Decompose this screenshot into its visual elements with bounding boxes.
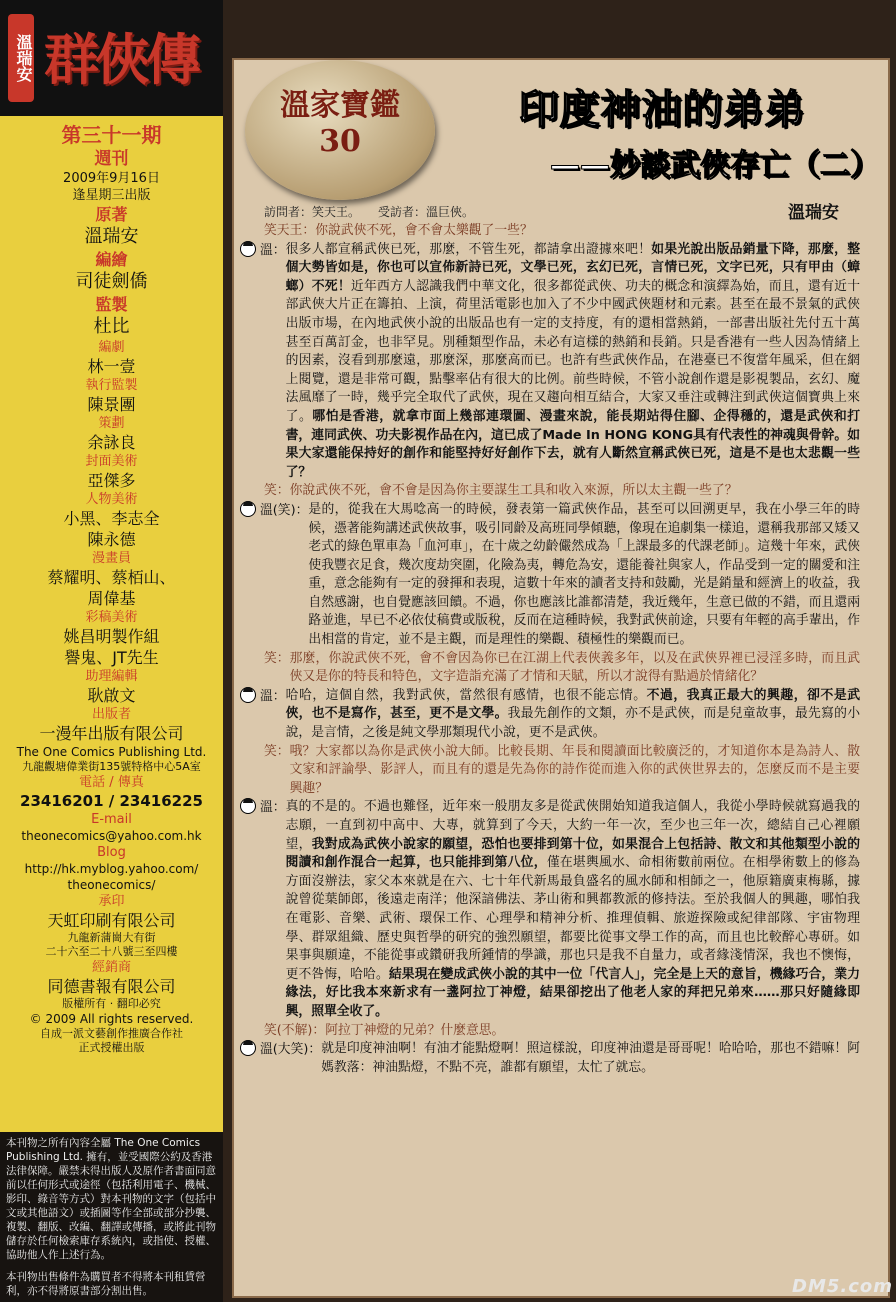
answer-5 xyxy=(240,1040,860,1077)
speaker-label: 笑： xyxy=(264,483,290,499)
speaker-label: 溫(大笑)： xyxy=(260,1042,322,1058)
printer-address-2: 二十六至二十八號三至四樓 xyxy=(45,945,178,958)
answer-text xyxy=(286,798,860,1021)
question-text: 你說武俠不死，會不會是因為你主要謀生工具和收入來源，所以太主觀一些了？ xyxy=(289,483,738,499)
publisher-name: 一漫年出版有限公司 xyxy=(39,724,184,743)
blog-label: Blog xyxy=(97,845,126,860)
interview-info: 訪問者：笑天王。 受訪者：溫巨俠。 xyxy=(264,205,475,219)
answer-text: 是的，從我在大馬唸高一的時候，發表第一篇武俠作品，甚至可以回溯更早，我在小學三年的時候，憑著能夠講述武俠故事，吸引同齡及高班同學傾聽，像現在追劇集一樣追，還稱我那部又矮又老式的綠色單車為「血河車」，在十歲之幼齡儼然成為「上課最多的代課老師」。這幾十年來，武俠使我豐衣足食，幾次度劫突圍，化險為夷，轉危為安，還能養社與家人，作品受到一定的關愛和注重，意念能夠有一定的發揮和表現，這數十年來的讀者支持和鼓勵，光是銷量和經濟上的收益，我自然感謝，也自覺應該回饋。不過，你也應該比誰都清楚，我近幾年，生意已做的不錯，而且還兩路並進，早已不必依仗稿費或版稅，反而在這種時候，我對武俠前途，只要有年輕的高手輩出，作出相當的肯定，並不是主觀，而是理性的樂觀、積極性的樂觀而已。 xyxy=(308,501,860,648)
answer-text-bold: 如果光說出版品銷量下降，那麼，整個大勢皆如是，你也可以宣佈新詩已死，文學已死，玄幻已死，言情已死，文字已死，只有甲由（蟑螂）不死！ xyxy=(285,241,861,294)
distributor-label: 經銷商 xyxy=(91,960,131,975)
authorized-by-2: 正式授權出版 xyxy=(78,1041,145,1054)
face-icon xyxy=(240,798,256,814)
name-writer: 林一壹 xyxy=(87,357,136,376)
issue-date: 2009年9月16日 xyxy=(63,171,160,186)
series-name: 溫家寶鑑30 xyxy=(280,88,400,159)
copyright-notice xyxy=(0,1132,223,1302)
masthead xyxy=(0,0,223,116)
answer-1 xyxy=(240,241,860,483)
role-original: 原著 xyxy=(95,205,128,224)
printer-label: 承印 xyxy=(98,894,125,909)
role-writer: 編劇 xyxy=(98,340,125,355)
name-character-art-2: 陳永德 xyxy=(87,530,136,549)
question-text: 哦？大家都以為你是武俠小說大師。比較長期、年長和閱讀面比較廣泛的，才知道你本是為詩人、散文家和評論學、影評人，而且有的還是先為你的詩作從而進入你的武俠世界去的，怎麼反而不是主要興趣？ xyxy=(289,743,860,796)
answer-text-plain-2: 僅在堪輿風水、命相術數前兩位。在相學術數上的修為方面沒辦法，家父本來就是在六、七十年代新馬最負盛名的風水師和相師之一，他原籍廣東梅縣，據說曾從葉師郎，後遠走南洋；他深諳佛法、茅山術和興都教派的修持法。至於我個人的興趣，哪怕我在電影、音樂、武術、環保工作、心理學和精神分析、推理偵輯、旅遊探險或紀律部隊、宇宙物理學、群眾組織、歷史與哲學的研究的強烈願望，都要比從事文學工作的高，而且也比較醉心專研。如果事與願違，不能從事或鑽研我所鍾情的學識，那也只是我不自量力，或者緣淺情深，我也不懊悔，更不咎悔，哈哈。 xyxy=(285,855,861,982)
name-artist: 司徒劍僑 xyxy=(75,271,148,292)
phone-number: 23416201 / 23416225 xyxy=(20,792,203,810)
article-title: 印度神油的弟弟 xyxy=(518,86,806,133)
name-producer: 杜比 xyxy=(93,316,130,337)
site-watermark: DM5.com xyxy=(792,1276,894,1297)
authorized-by-1: 自成一派文藝創作推廣合作社 xyxy=(40,1027,183,1040)
role-character-art: 人物美術 xyxy=(85,492,138,507)
name-comic-artists: 蔡耀明、蔡栢山、 xyxy=(47,568,176,587)
role-color-art: 彩稿美術 xyxy=(85,610,138,625)
blog-url-2: theonecomics/ xyxy=(67,878,156,892)
answer-text xyxy=(286,687,860,743)
name-planner: 余詠良 xyxy=(87,433,136,452)
face-icon xyxy=(240,687,256,703)
notice-paragraph-2: 本刊物出售條件為購買者不得將本刊租賃營利，亦不得將原書部分割出售。 xyxy=(6,1271,206,1297)
email-label: E-mail xyxy=(91,812,132,827)
speaker-label: 溫： xyxy=(260,242,286,258)
publisher-name-en: The One Comics Publishing Ltd. xyxy=(16,745,207,759)
question-text: 阿拉丁神燈的兄弟？什麼意思。 xyxy=(325,1022,505,1038)
question-4 xyxy=(240,743,860,799)
speaker-label: 笑(不解)： xyxy=(264,1022,326,1038)
face-icon xyxy=(240,501,256,517)
issue-number: 第三十一期 xyxy=(61,123,162,147)
phone-label: 電話 / 傳真 xyxy=(79,775,144,790)
answer-text-plain-2: 近年西方人認識我們中華文化，很多都從武俠、功夫的概念和演繹為始，而且，還有近十部武俠大片正在籌拍、上演，荷里活電影也加入了不少中國武俠題材和元素。甚至在最不景氣的武俠出版市場，在內地武俠小說的出版品也有一定的支持度，有的還相當熱銷，一部書出版社先付五十萬甚至百萬訂金，也非罕見。別種類型作品，未必有這樣的熱銷和長銷。只是香港有一些人因為情緒上的因素，沒看到那麼遠，那麼深，那麼高而已。也許有些武俠作品，在港臺已不復當年風采，但在網上閱覽，還是非常可觀，點擊率佔有很大的比例。前些時候，不管小說創作還是影視製品，玄幻、魔法風靡了一時，幾乎完全取代了武俠，現在又趨向相互結合，大家又垂注或轉注到武俠這個寶典上來了。 xyxy=(285,278,861,424)
masthead-badge: 溫瑞安 xyxy=(8,14,34,102)
role-planner: 策劃 xyxy=(98,416,125,431)
publisher-label: 出版者 xyxy=(91,707,131,722)
name-exec-producer: 陳景團 xyxy=(87,395,136,414)
answer-text-plain: 真的不是的。不過也難怪，近年來一般朋友多是從武俠開始知道我這個人，我從小學時候就寫過我的志願，一直到初中高中、大專，就算到了今天，大約一年一次，至少也三年一次，總結自己心裡願望， xyxy=(285,799,860,852)
answer-text-bold: 不過，我真正最大的興趣，卻不是武俠，也不是寫作，甚至，更不是文學。 xyxy=(285,687,861,722)
answer-text-bold-2: 哪怕是香港，就拿市面上幾部連環圖、漫畫來說，能長期站得住腳、企得穩的，還是武俠和打書，連同武俠、功夫影視作品在內，這已成了Made In HONG KONG具有代表性的神魂與骨幹。如果大家還能保持好的創作和能堅持好好創作下去，就有人斷然宣稱武俠已死，這是不是也太悲觀一些了？ xyxy=(285,408,861,480)
role-assistant-editor: 助理編輯 xyxy=(85,669,138,684)
answer-text-plain-2: 我最先創作的文類，亦不是武俠，而是兒童故事，最先寫的小說，是言情，之後是純文學那類現代小說，更不是武俠。 xyxy=(285,706,861,741)
copyright-line: © 2009 All rights reserved. xyxy=(29,1012,194,1026)
answer-text-plain: 哈哈，這個自然，我對武俠，當然很有感情，也很不能忘情。 xyxy=(285,687,647,703)
answer-text: 就是印度神油啊！有油才能點燈啊！照這樣說，印度神油還是哥哥呢！哈哈哈，那也不錯嘛！阿媽教落：神油點燈，不點不亮，誰都有願望，太忙了就忘。 xyxy=(321,1041,860,1075)
article-subtitle: ——妙談武俠存亡（二） xyxy=(550,148,880,183)
answer-text-bold: 我對成為武俠小說家的願望，恐怕也要排到第十位，如果混合上包括詩、散文和其他類型小說的閱讀和創作混合一起算，也只能排到第八位， xyxy=(285,836,861,871)
question-1 xyxy=(240,222,860,241)
speaker-label: 笑： xyxy=(264,650,290,666)
answer-4 xyxy=(240,798,860,1021)
answer-text xyxy=(286,241,860,483)
notice-paragraph-1: 本刊物之所有內容全屬 The One Comics Publishing Ltd. 擁有，並受國際公約及香港法律保障。嚴禁未得出版人及原作者書面同意前以任何形式或途徑（包括利用電子、機械、影印、錄音等方式）對本刊物的文字（包括中文或其他語文）或插圖等作全部或部分抄襲、複製、翻版、改編、翻譯或傳播，或將此刊物儲存於任何檢索庫存系統內，或指使、授權、協助他人作上述行為。 xyxy=(6,1137,216,1261)
masthead-title: 群俠傳 xyxy=(44,27,198,92)
speaker-label: 溫： xyxy=(260,688,286,704)
speaker-label: 笑天王： xyxy=(264,223,316,238)
printer-name: 天虹印刷有限公司 xyxy=(47,911,176,930)
role-comic-artists: 漫畫員 xyxy=(91,551,131,566)
printer-address-1: 九龍新蒲崗大有街 xyxy=(67,931,156,944)
speaker-label: 笑： xyxy=(264,743,290,759)
speaker-label: 溫(笑)： xyxy=(260,502,309,518)
answer-3 xyxy=(240,687,860,743)
publisher-address: 九龍觀塘偉業街135號特格中心5A室 xyxy=(22,760,201,773)
email-address: theonecomics@yahoo.com.hk xyxy=(21,829,202,843)
issue-frequency: 週刊 xyxy=(94,149,129,169)
distributor-name: 同德書報有限公司 xyxy=(47,977,176,996)
answer-2 xyxy=(240,501,860,650)
name-comic-artists-2: 周偉基 xyxy=(87,589,136,608)
role-producer: 監製 xyxy=(95,295,128,314)
name-assistant-editor: 耿啟文 xyxy=(87,686,136,705)
question-5 xyxy=(240,1022,860,1041)
speaker-label: 溫： xyxy=(260,800,286,816)
answer-text-plain: 很多人都宣稱武俠已死，那麼，不管生死，都請拿出證據來吧！ xyxy=(285,241,652,257)
question-2 xyxy=(240,482,860,501)
name-color-art: 姚昌明製作組 xyxy=(63,627,160,646)
credits-sidebar xyxy=(0,0,223,1302)
role-exec-producer: 執行監製 xyxy=(85,378,138,393)
role-cover-art: 封面美術 xyxy=(85,454,138,469)
question-3 xyxy=(240,650,860,687)
release-day: 逢星期三出版 xyxy=(72,188,151,203)
face-icon xyxy=(240,1040,256,1056)
author-name: 溫瑞安 xyxy=(788,203,839,223)
answer-text-bold-2: 結果現在變成武俠小說的其中一位「代言人」，完全是上天的意旨，機緣巧合，業力緣法，好比我本來新求有一盞阿拉丁神燈，結果卻挖出了他老人家的拜把兄弟來……那只好隨緣即興，照單全收了。 xyxy=(285,966,860,1019)
name-original: 溫瑞安 xyxy=(84,226,139,247)
question-text: 那麼，你說武俠不死，會不會因為你已在江湖上代表俠義多年，以及在武俠界裡已浸淫多時，而且武俠又是你的特長和特色，文字造詣充滿了才情和天賦，所以才說得有點過於情緒化？ xyxy=(289,650,860,685)
blog-url-1: http://hk.myblog.yahoo.com/ xyxy=(24,862,199,876)
name-cover-art: 亞傑多 xyxy=(87,471,136,490)
name-color-art-2: 譽鬼、JT先生 xyxy=(64,648,159,667)
interview-dialogue xyxy=(240,222,860,1077)
name-character-art: 小黑、李志全 xyxy=(63,509,160,528)
face-icon xyxy=(240,241,256,257)
role-artist: 編繪 xyxy=(95,250,128,269)
question-text: 你說武俠不死，會不會太樂觀了一些？ xyxy=(315,223,533,238)
credits-block xyxy=(0,122,223,1055)
rights-reserved: 版權所有 · 翻印必究 xyxy=(62,997,161,1010)
